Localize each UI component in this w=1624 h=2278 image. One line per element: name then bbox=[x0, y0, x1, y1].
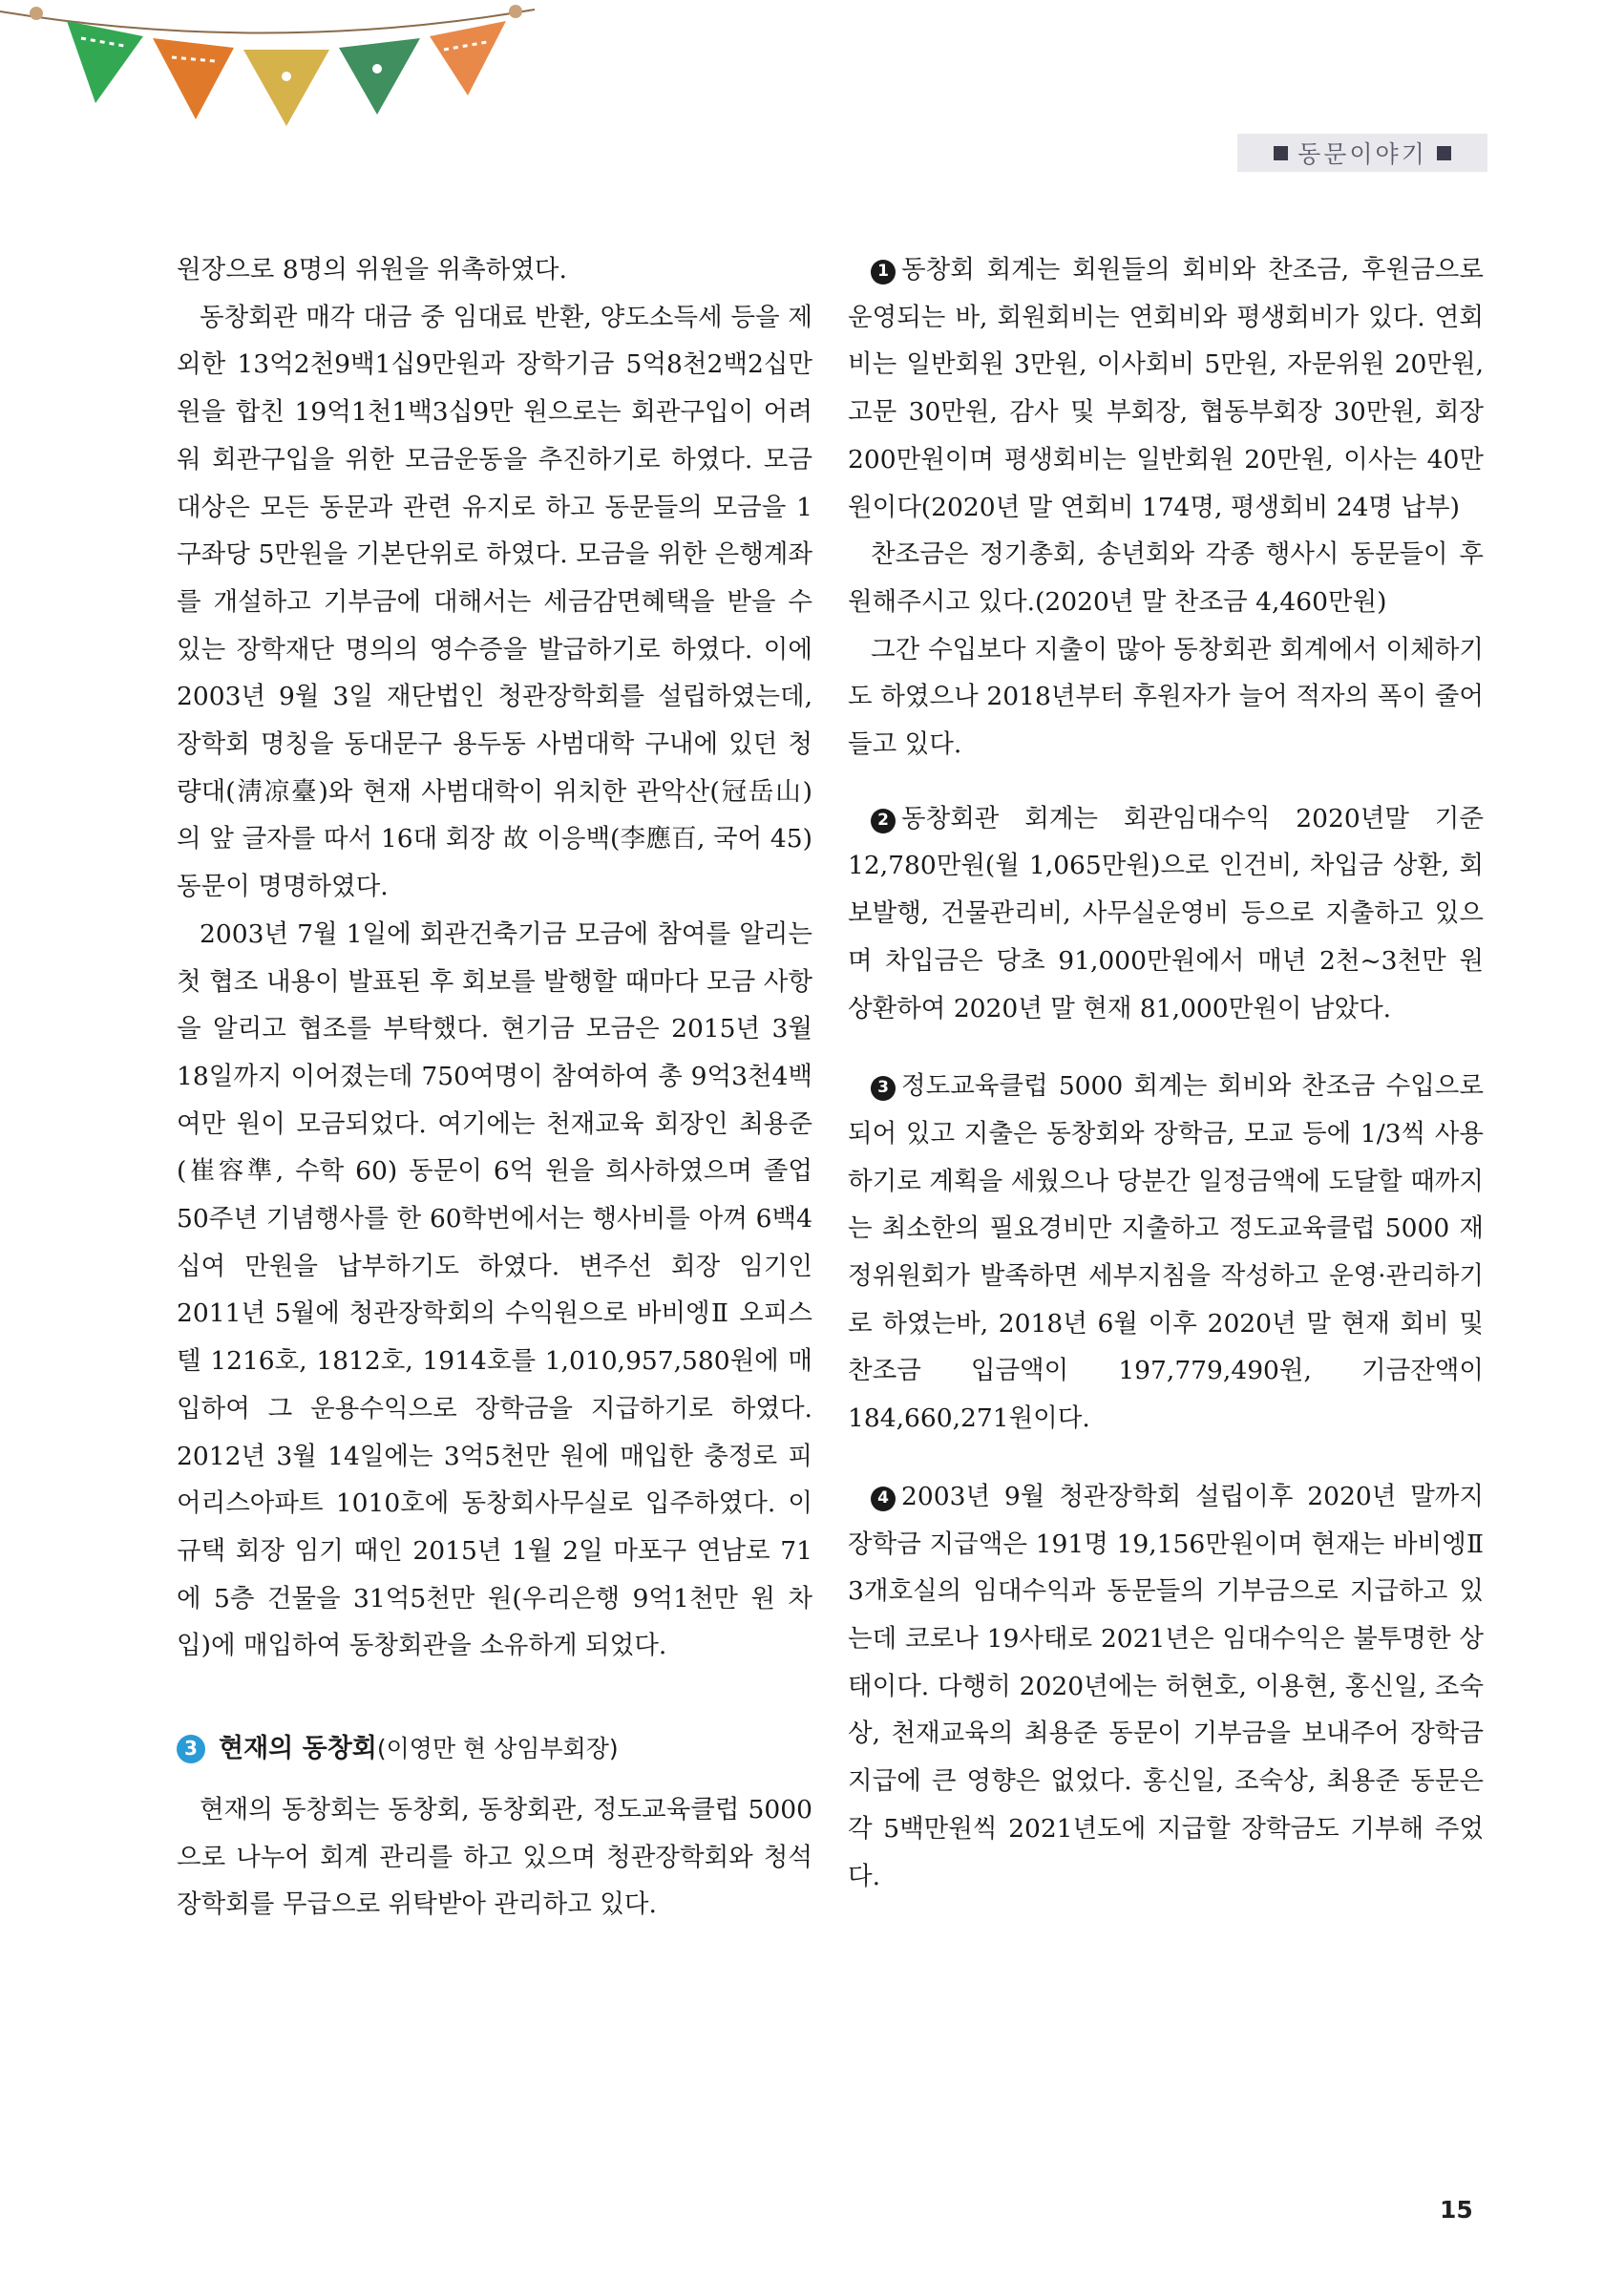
item-number-badge: 2 bbox=[871, 809, 896, 833]
heading-title: 현재의 동창회 bbox=[219, 1734, 377, 1764]
heading-subtitle: (이영만 현 상임부회장) bbox=[376, 1735, 619, 1763]
paragraph: 찬조금은 정기총회, 송년회와 각종 행사시 동문들이 후원해주시고 있다.(2020년 말 찬조금 4,460만원) bbox=[848, 539, 1484, 617]
list-item bbox=[848, 1063, 1484, 1443]
square-bullet-icon bbox=[1437, 146, 1451, 160]
list-item bbox=[848, 246, 1484, 531]
item-text: 동창회관 회계는 회관임대수익 2020년말 기준 12,780만원(월 1,065만원)으로 인건비, 차입금 상환, 회보발행, 건물관리비, 사무실운영비 등으로 지출하고 있으며 차입금은 당초 91,000만원에서 매년 2천~3천만 원 상환하여 2020년 말 현재 81,000만원이 남았다. bbox=[848, 803, 1484, 1023]
paragraph: 그간 수입보다 지출이 많아 동창회관 회계에서 이체하기도 하였으나 2018년부터 후원자가 늘어 적자의 폭이 줄어들고 있다. bbox=[848, 634, 1484, 760]
item-number-badge: 3 bbox=[871, 1076, 896, 1101]
section-tag bbox=[1237, 134, 1487, 172]
item-text: 정도교육클럽 5000 회계는 회비와 찬조금 수입으로 되어 있고 지출은 동창회와 장학금, 모교 등에 1/3씩 사용하기로 계획을 세웠으나 당분간 일정금액에 도달할 때까지는 최소한의 필요경비만 지출하고 정도교육클럽 5000 재정위원회가 발족하면 세부지침을 작성하고 운영·관리하기로 하였는바, 2018년 6월 이후 2020년 말 현재 회비 및 찬조금 입금액이 197,779,490원, 기금잔액이 184,660,271원이다. bbox=[848, 1071, 1484, 1434]
list-item bbox=[848, 795, 1484, 1033]
section-tag-label: 동문이야기 bbox=[1297, 140, 1427, 168]
square-bullet-icon bbox=[1274, 146, 1288, 160]
item-text: 동창회 회계는 회원들의 회비와 찬조금, 후원금으로 운영되는 바, 회원회비는 연회비와 평생회비가 있다. 연회비는 일반회원 3만원, 이사회비 5만원, 자문위원 20만원, 고문 30만원, 감사 및 부회장, 협동부회장 30만원, 회장 200만원이며 평생회비는 일반회원 20만원, 이사는 40만원이다(2020년 말 연회비 174명, 평생회비 24명 납부) bbox=[848, 255, 1484, 522]
bunting-decoration bbox=[0, 0, 535, 153]
item-text: 2003년 9월 청관장학회 설립이후 2020년 말까지 장학금 지급액은 191명 19,156만원이며 현재는 바비엥Ⅱ 3개호실의 임대수익과 동문들의 기부금으로 지급하고 있는데 코로나 19사태로 2021년은 임대수익은 불투명한 상태이다. 다행히 2020년에는 허현호, 이용현, 홍신일, 조숙상, 천재교육의 최용준 동문이 기부금을 보내주어 장학금 지급에 큰 영향은 없었다. 홍신일, 조숙상, 최용준 동문은 각 5백만원씩 2021년도에 지급할 장학금도 기부해 주었다. bbox=[848, 1481, 1484, 1891]
paragraph: 원장으로 8명의 위원을 위촉하였다. bbox=[177, 255, 567, 285]
paragraph: 2003년 7월 1일에 회관건축기금 모금에 참여를 알리는 첫 협조 내용이 발표된 후 회보를 발행할 때마다 모금 사항을 알리고 협조를 부탁했다. 현기금 모금은 2015년 3월 18일까지 이어졌는데 750여명이 참여하여 총 9억3천4백여만 원이 모금되었다. 여기에는 천재교육 회장인 최용준(崔容準, 수학 60) 동문이 6억 원을 희사하였으며 졸업 50주년 기념행사를 한 60학번에서는 행사비를 아껴 6백4십여 만원을 납부하기도 하였다. 변주선 회장 임기인 2011년 5월에 청관장학회의 수익원으로 바비엥Ⅱ 오피스텔 1216호, 1812호, 1914호를 1,010,957,580원에 매입하여 그 운용수익으로 장학금을 지급하기로 하였다. 2012년 3월 14일에는 3억5천만 원에 매입한 충정로 피어리스아파트 1010호에 동창회사무실로 입주하였다. 이규택 회장 임기 때인 2015년 1월 2일 마포구 연남로 71에 5층 건물을 31억5천만 원(우리은행 9억1천만 원 차입)에 매입하여 동창회관을 소유하게 되었다. bbox=[177, 918, 812, 1661]
section-heading bbox=[177, 1725, 812, 1773]
paragraph: 동창회관 매각 대금 중 임대료 반환, 양도소득세 등을 제외한 13억2천9백1십9만원과 장학기금 5억8천2백2십만 원을 합친 19억1천1백3십9만 원으로는 회관구입이 어려워 회관구입을 위한 모금운동을 추진하기로 하였다. 모금대상은 모든 동문과 관련 유지로 하고 동문들의 모금을 1구좌당 5만원을 기본단위로 하였다. 모금을 위한 은행계좌를 개설하고 기부금에 대해서는 세금감면혜택을 받을 수 있는 장학재단 명의의 영수증을 발급하기로 하였다. 이에 2003년 9월 3일 재단법인 청관장학회를 설립하였는데, 장학회 명칭을 동대문구 용두동 사범대학 구내에 있던 청량대(淸凉臺)와 현재 사범대학이 위치한 관악산(冠岳山)의 앞 글자를 따서 16대 회장 故 이응백(李應百, 국어 45) 동문이 명명하였다. bbox=[177, 302, 812, 902]
list-item bbox=[848, 1473, 1484, 1900]
item-number-badge: 1 bbox=[871, 260, 896, 285]
page-number: 15 bbox=[1440, 2196, 1473, 2224]
item-number-badge: 4 bbox=[871, 1487, 896, 1511]
left-column bbox=[177, 246, 812, 1929]
heading-number-badge: 3 bbox=[177, 1735, 205, 1763]
right-column bbox=[848, 246, 1484, 1900]
paragraph: 현재의 동창회는 동창회, 동창회관, 정도교육클럽 5000으로 나누어 회계 관리를 하고 있으며 청관장학회와 청석장학회를 무급으로 위탁받아 관리하고 있다. bbox=[177, 1794, 812, 1920]
